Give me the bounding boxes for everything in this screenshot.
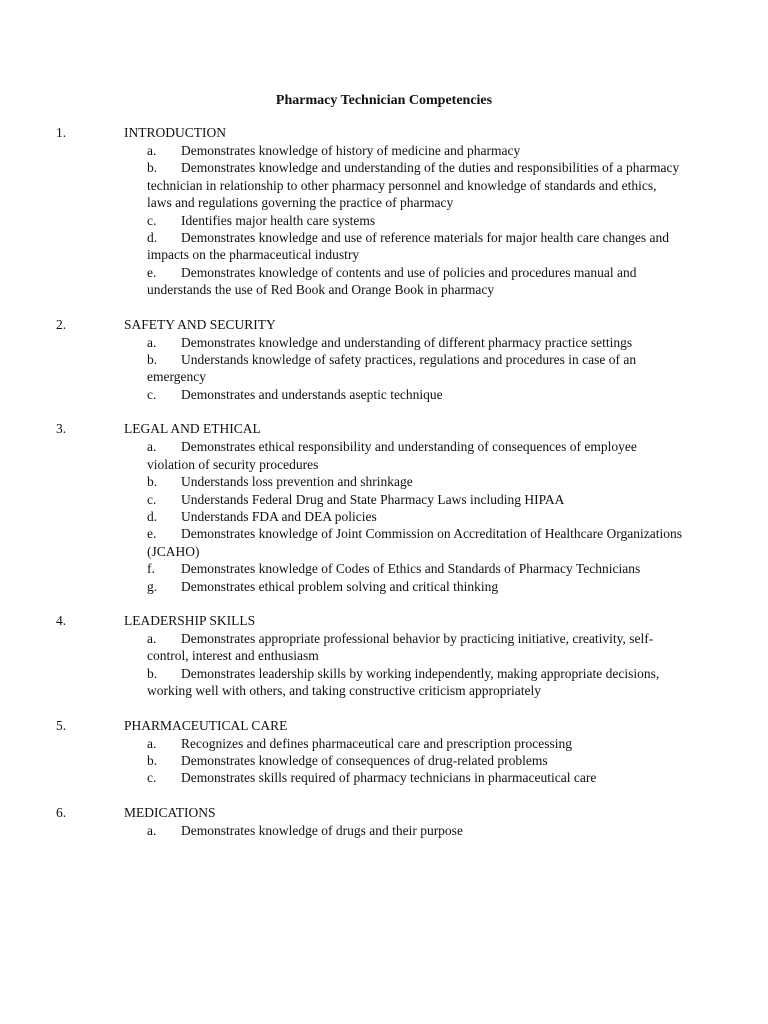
list-item [0,229,682,264]
section-heading [0,717,768,735]
item-text: Demonstrates knowledge of Joint Commission on Accreditation of Healthcare Organizations (JCAHO) [147,526,683,559]
item-letter: b. [147,752,158,768]
item-letter: d. [147,230,158,246]
item-letter: a. [147,822,157,838]
list-item [0,560,682,577]
section-pharmaceutical-care [0,717,768,787]
item-text: Demonstrates and understands aseptic technique [181,386,443,402]
item-text: Demonstrates knowledge and understanding of the duties and responsibilities of a pharmacy technician in relationship to other pharmacy personnel and knowledge of standards and ethics, laws and regulations governing the practice of pharmacy [147,160,680,211]
item-text: Demonstrates knowledge of consequences of drug-related problems [181,752,548,768]
item-text: Demonstrates ethical problem solving and critical thinking [181,578,499,594]
section-heading [0,804,768,822]
list-item [0,525,682,560]
item-text: Demonstrates knowledge of Codes of Ethics and Standards of Pharmacy Technicians [181,561,641,577]
item-text: Demonstrates ethical responsibility and understanding of consequences of employee violation of security procedures [147,439,637,472]
item-text: Understands FDA and DEA policies [181,508,377,524]
section-introduction [0,124,768,299]
section-legal-and-ethical [0,420,768,595]
section-number: 2. [56,316,67,332]
page-title: Pharmacy Technician Competencies [275,93,493,108]
list-item [0,665,682,700]
list-item [0,769,682,786]
section-title: LEADERSHIP SKILLS [124,612,256,628]
item-text: Understands loss prevention and shrinkage [181,474,413,490]
list-item [0,822,682,839]
list-item [0,334,682,351]
list-item [0,438,682,473]
item-text: Identifies major health care systems [181,212,376,228]
section-number: 3. [56,421,67,437]
section-heading [0,612,768,630]
list-item [0,142,682,159]
section-number: 5. [56,717,67,733]
competency-list [0,124,768,856]
item-letter: e. [147,526,157,542]
item-text: Demonstrates skills required of pharmacy technicians in pharmaceutical care [181,770,597,786]
list-item [0,491,682,508]
item-text: Demonstrates leadership skills by working independently, making appropriate decisions, working well with others, and taking constructive criticism appropriately [147,665,660,699]
item-text: Recognizes and defines pharmaceutical care and prescription processing [181,735,572,751]
item-letter: b. [147,474,158,490]
section-leadership-skills [0,612,768,700]
item-letter: a. [147,439,157,455]
list-item [0,159,682,211]
list-item [0,264,682,299]
section-heading [0,316,768,334]
section-title: LEGAL AND ETHICAL [124,421,261,437]
section-number: 6. [56,804,67,820]
item-letter: b. [147,665,158,681]
section-title: PHARMACEUTICAL CARE [124,717,288,733]
item-letter: a. [147,143,157,158]
list-item [0,735,682,752]
list-item [0,630,682,665]
section-title: SAFETY AND SECURITY [124,316,276,332]
section-medications [0,804,768,839]
item-letter: g. [147,578,158,594]
item-letter: c. [147,212,157,228]
item-letter: a. [147,735,157,751]
item-letter: e. [147,264,157,280]
item-letter: c. [147,386,157,402]
section-heading [0,420,768,438]
item-text: Demonstrates knowledge and use of reference materials for major health care changes and impacts on the pharmaceutical industry [147,230,670,263]
item-letter: c. [147,770,157,786]
item-letter: b. [147,160,158,176]
item-letter: c. [147,491,157,507]
list-item [0,578,682,595]
section-title: MEDICATIONS [124,804,216,820]
item-text: Demonstrates knowledge of contents and use of policies and procedures manual and understands the use of Red Book and Orange Book in pharmacy [147,264,637,298]
section-number: 1. [56,125,67,140]
item-letter: d. [147,508,158,524]
item-text: Demonstrates appropriate professional behavior by practicing initiative, creativity, self-control, interest and enthusiasm [147,630,654,664]
list-item [0,508,682,525]
item-text: Demonstrates knowledge of drugs and their purpose [181,822,463,838]
section-title: INTRODUCTION [124,125,226,140]
item-text: Understands Federal Drug and State Pharmacy Laws including HIPAA [181,491,565,507]
section-number: 4. [56,612,67,628]
item-text: Demonstrates knowledge and understanding of different pharmacy practice settings [181,334,633,350]
list-item [0,752,682,769]
list-item [0,212,682,229]
item-letter: b. [147,352,158,368]
item-text: Demonstrates knowledge of history of medicine and pharmacy [181,143,521,158]
item-letter: f. [147,561,155,577]
section-heading [0,124,768,142]
item-letter: a. [147,630,157,646]
list-item [0,386,682,403]
item-text: Understands knowledge of safety practices, regulations and procedures in case of an emergency [147,352,637,385]
section-safety-and-security [0,316,768,404]
list-item [0,473,682,490]
item-letter: a. [147,334,157,350]
list-item [0,351,682,386]
